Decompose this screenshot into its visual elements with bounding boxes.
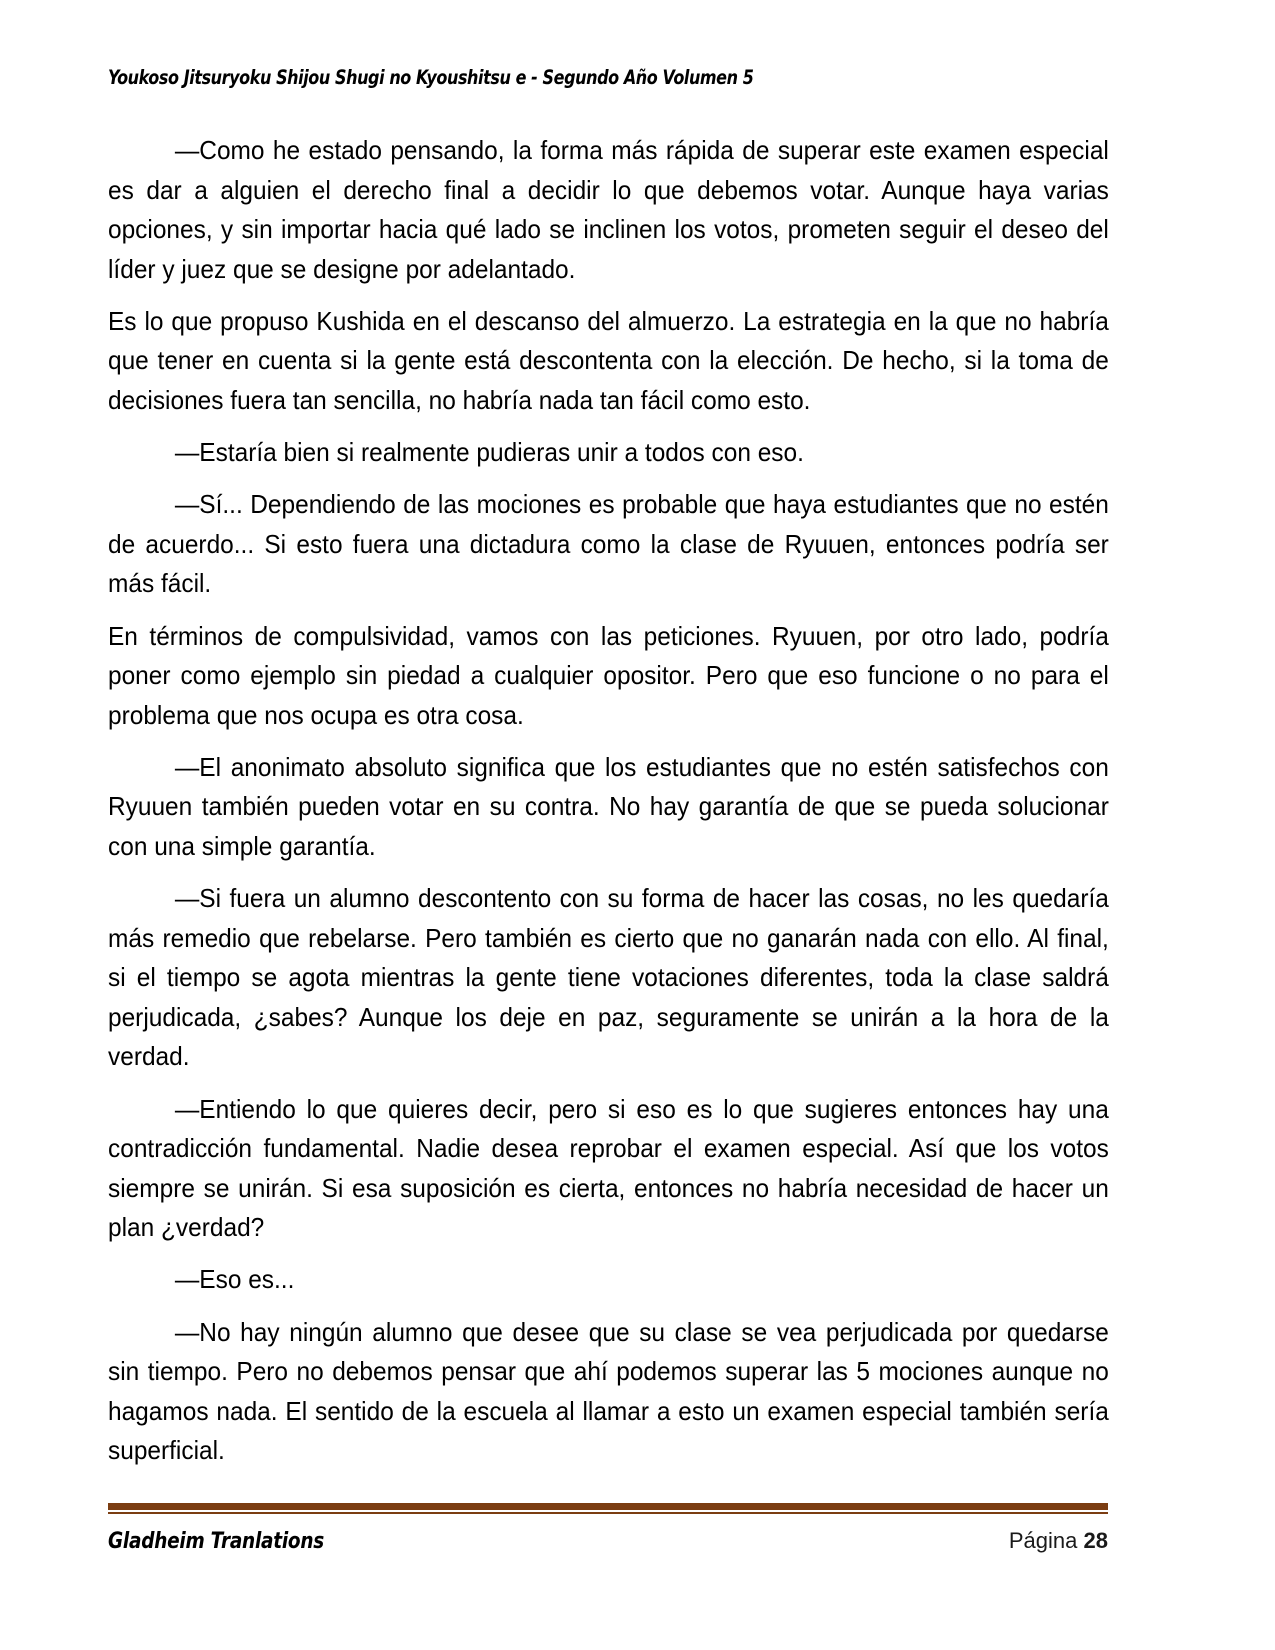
running-header (108, 66, 1108, 89)
body-paragraph: En términos de compulsividad, vamos con las peticiones. Ryuuen, por otro lado, podría poner como ejemplo sin piedad a cualquier opositor. Pero que eso funcione o no para el problema que nos ocupa es otra cosa. (108, 622, 1109, 730)
body-paragraph: Es lo que propuso Kushida en el descanso del almuerzo. La estrategia en la que no habría que tener en cuenta si la gente está descontenta con la elección. De hecho, si la toma de decisiones fuera tan sencilla, no habría nada tan fácil como esto. (108, 307, 1109, 416)
body-paragraph: —Eso es... (174, 1266, 295, 1295)
footer-rule-thick (108, 1503, 1108, 1510)
footer-page-word: Página (1008, 1528, 1078, 1553)
footer-translator-credit: Gladheim Tranlations (108, 1529, 325, 1554)
footer-rule-thin (108, 1512, 1108, 1514)
body-text-column (108, 132, 1108, 1472)
body-paragraph: —Estaría bien si realmente pudieras unir a todos con eso. (174, 439, 804, 468)
body-paragraph: —Si fuera un alumno descontento con su forma de hacer las cosas, no les quedaría más remedio que rebelarse. Pero también es cierto que no ganarán nada con ello. Al final, si el tiempo se agota mientras la gente tiene votaciones diferentes, toda la clase saldrá perjudicada, ¿sabes? Aunque los deje en paz, seguramente se unirán a la hora de la verdad. (108, 885, 1109, 1072)
body-paragraph: —Como he estado pensando, la forma más rápida de superar este examen especial es dar a alguien el derecho final a decidir lo que debemos votar. Aunque haya varias opciones, y sin importar hacia qué lado se inclinen los votos, prometen seguir el deseo del líder y juez que se designe por adelantado. (108, 137, 1109, 284)
body-paragraph: —Sí... Dependiendo de las mociones es probable que haya estudiantes que no estén de acuerdo... Si esto fuera una dictadura como la clase de Ryuuen, entonces podría ser más fácil. (108, 491, 1109, 599)
footer-page-number: 28 (1083, 1528, 1108, 1553)
footer-divider-rule (108, 1503, 1108, 1514)
body-paragraph: —El anonimato absoluto significa que los estudiantes que no estén satisfechos con Ryuuen también pueden votar en su contra. No hay garantía de que se pueda solucionar con una simple garantía. (108, 753, 1109, 861)
header-title: Youkoso Jitsuryoku Shijou Shugi no Kyoushitsu e - Segundo Año Volumen 5 (108, 66, 754, 89)
page-footer (108, 1503, 1108, 1554)
footer-page-indicator (1009, 1528, 1108, 1554)
body-paragraph: —Entiendo lo que quieres decir, pero si eso es lo que sugieres entonces hay una contradicción fundamental. Nadie desea reprobar el examen especial. Así que los votos siempre se unirán. Si esa suposición es cierta, entonces no habría necesidad de hacer un plan ¿verdad? (108, 1095, 1109, 1243)
footer-content (108, 1528, 1108, 1554)
body-paragraph: —No hay ningún alumno que desee que su clase se vea perjudicada por quedarse sin tiempo. Pero no debemos pensar que ahí podemos superar las 5 mociones aunque no hagamos nada. El sentido de la escuela al llamar a esto un examen especial también sería superficial. (108, 1318, 1109, 1466)
